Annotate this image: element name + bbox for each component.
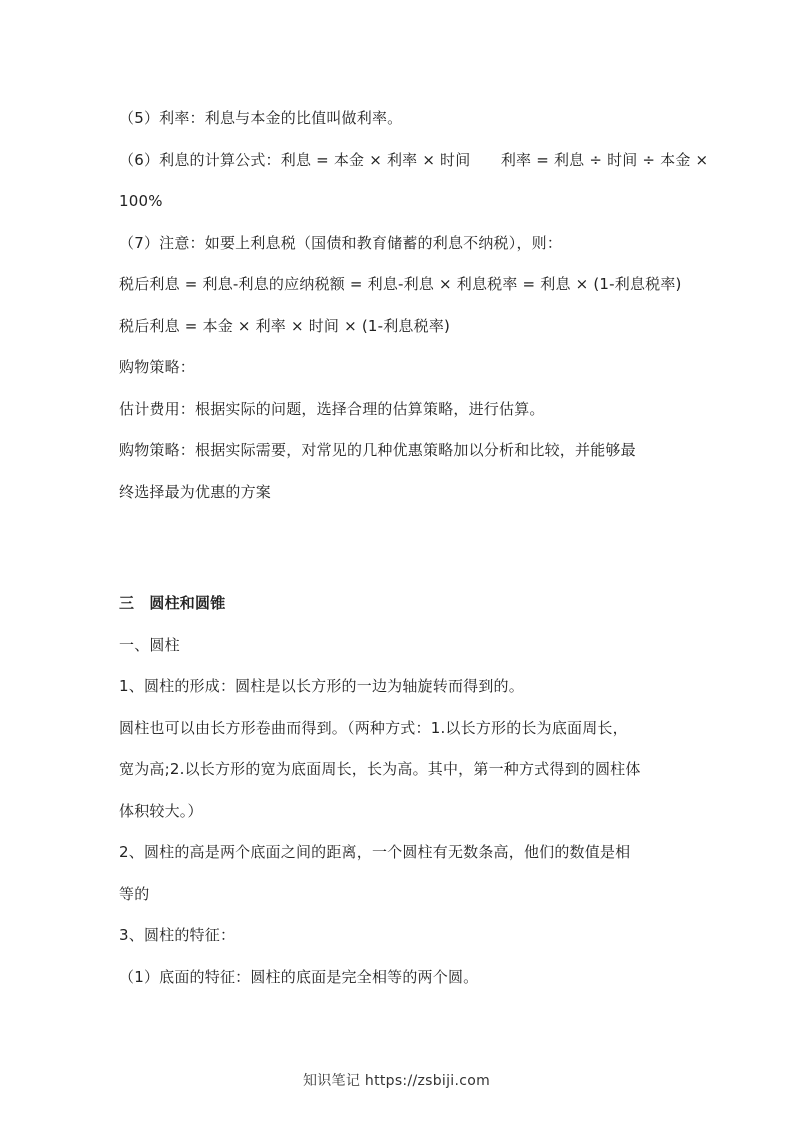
- cylinder-rolling-line2: 宽为高;2.以长方形的宽为底面周长，长为高。其中，第一种方式得到的圆柱体: [119, 760, 641, 778]
- interest-formula-line1: （6）利息的计算公式：利息 = 本金 × 利率 × 时间 利率 = 利息 ÷ 时间 ÷ 本金 ×: [119, 151, 709, 169]
- cylinder-height-line1: 2、圆柱的高是两个底面之间的距离，一个圆柱有无数条高，他们的数值是相: [119, 843, 631, 861]
- cylinder-height-line2: 等的: [119, 885, 150, 903]
- shopping-strategy-line2: 终选择最为优惠的方案: [119, 483, 272, 501]
- after-tax-formula-1: 税后利息 = 利息-利息的应纳税额 = 利息-利息 × 利息税率 = 利息 × (1-利息税率): [119, 275, 682, 293]
- interest-formula-line2: 100%: [119, 192, 163, 210]
- footer-watermark: 知识笔记 https://zsbiji.com: [302, 1073, 491, 1089]
- cylinder-formation: 1、圆柱的形成：圆柱是以长方形的一边为轴旋转而得到的。: [119, 677, 524, 695]
- cylinder-base-feature: （1）底面的特征：圆柱的底面是完全相等的两个圆。: [119, 968, 479, 986]
- cylinder-rolling-line3: 体积较大。）: [119, 802, 203, 820]
- shopping-strategy-line1: 购物策略：根据实际需要，对常见的几种优惠策略加以分析和比较，并能够最: [119, 441, 636, 459]
- subheading-cylinder: 一、圆柱: [119, 636, 180, 654]
- interest-rate-definition: （5）利率：利息与本金的比值叫做利率。: [119, 109, 403, 127]
- cylinder-features: 3、圆柱的特征：: [119, 926, 236, 944]
- section-heading-cylinder-cone: 三 圆柱和圆锥: [119, 594, 226, 612]
- interest-tax-note: （7）注意：如要上利息税（国债和教育储蓄的利息不纳税），则：: [119, 234, 563, 252]
- shopping-strategy-title: 购物策略：: [119, 358, 196, 376]
- after-tax-formula-2: 税后利息 = 本金 × 利率 × 时间 × (1-利息税率): [119, 317, 451, 335]
- shopping-estimate-text: 估计费用：根据实际的问题，选择合理的估算策略，进行估算。: [119, 400, 545, 418]
- cylinder-rolling-line1: 圆柱也可以由长方形卷曲而得到。（两种方式：1.以长方形的长为底面周长，: [119, 719, 628, 737]
